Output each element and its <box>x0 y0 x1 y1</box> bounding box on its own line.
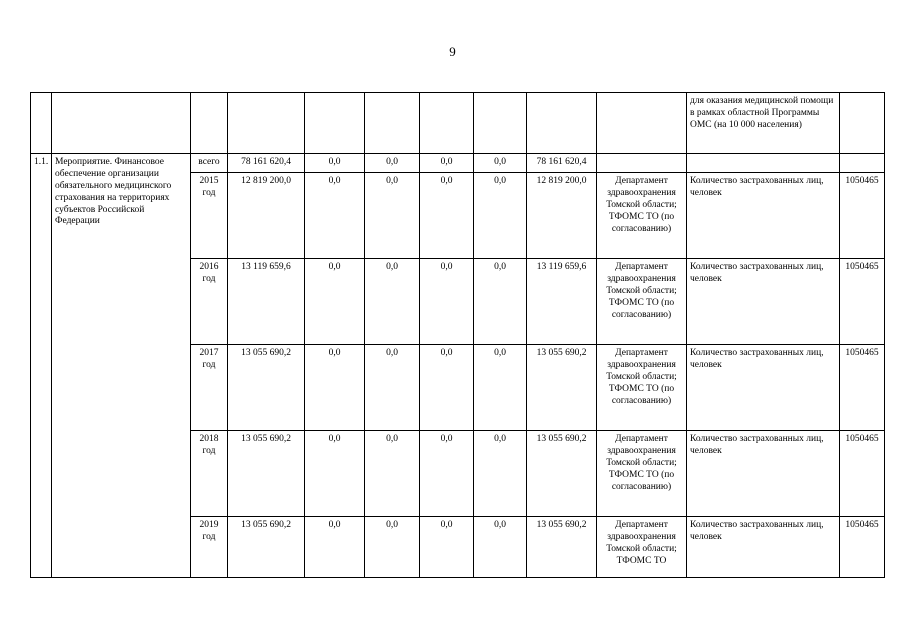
page-number: 9 <box>449 44 456 59</box>
indicator-cell: Количество застрахованных лиц, человек <box>687 173 840 259</box>
value-cell: 0,0 <box>305 345 365 431</box>
table-cell <box>191 93 228 154</box>
indicator-cell: Количество застрахованных лиц, человек <box>687 517 840 578</box>
value-cell: 13 055 690,2 <box>527 345 597 431</box>
year-label: 2019 год <box>191 517 228 578</box>
table-cell <box>597 154 687 173</box>
value-cell: 0,0 <box>474 345 527 431</box>
value-cell: 0,0 <box>305 517 365 578</box>
table-cell <box>365 93 420 154</box>
indicator-cell: Количество застрахованных лиц, человек <box>687 345 840 431</box>
program-table <box>30 92 885 578</box>
header-continuation-row <box>31 93 885 154</box>
year-label: 2018 год <box>191 431 228 517</box>
table-cell <box>527 93 597 154</box>
indicator-cell: Количество застрахованных лиц, человек <box>687 431 840 517</box>
table-cell <box>474 93 527 154</box>
value-cell: 0,0 <box>420 431 474 517</box>
value-cell: 13 055 690,2 <box>228 431 305 517</box>
activity-title: Мероприятие. Финансовое обеспечение организации обязательного медицинского страхования на территориях субъектов Российской Федерации <box>52 154 191 578</box>
value-cell: 0,0 <box>420 259 474 345</box>
indicator-cell: для оказания медицинской помощи в рамках областной Программы ОМС (на 10 000 населения) <box>687 93 840 154</box>
indicator-value: 1050465 <box>840 173 885 259</box>
value-cell: 0,0 <box>474 517 527 578</box>
value-cell: 12 819 200,0 <box>527 173 597 259</box>
total-label: всего <box>191 154 228 173</box>
value-cell: 0,0 <box>305 259 365 345</box>
value-cell: 13 055 690,2 <box>527 431 597 517</box>
table-cell <box>420 93 474 154</box>
indicator-value: 1050465 <box>840 259 885 345</box>
value-cell: 0,0 <box>365 154 420 173</box>
value-cell: 0,0 <box>365 431 420 517</box>
table-cell <box>228 93 305 154</box>
value-cell: 0,0 <box>305 173 365 259</box>
year-label: 2017 год <box>191 345 228 431</box>
value-cell: 0,0 <box>420 154 474 173</box>
value-cell: 13 055 690,2 <box>228 345 305 431</box>
value-cell: 13 119 659,6 <box>527 259 597 345</box>
value-cell: 0,0 <box>474 154 527 173</box>
total-row <box>31 154 885 173</box>
table-cell <box>840 93 885 154</box>
table-cell <box>687 154 840 173</box>
value-cell: 0,0 <box>305 431 365 517</box>
value-cell: 0,0 <box>365 259 420 345</box>
value-cell: 0,0 <box>474 431 527 517</box>
year-label: 2015 год <box>191 173 228 259</box>
indicator-value: 1050465 <box>840 431 885 517</box>
value-cell: 0,0 <box>420 345 474 431</box>
year-label: 2016 год <box>191 259 228 345</box>
indicator-value: 1050465 <box>840 345 885 431</box>
table-cell <box>52 93 191 154</box>
table-cell <box>31 93 52 154</box>
executor-cell: Департамент здравоохранения Томской области; ТФОМС ТО <box>597 517 687 578</box>
value-cell: 0,0 <box>474 173 527 259</box>
value-cell: 0,0 <box>365 517 420 578</box>
value-cell: 13 119 659,6 <box>228 259 305 345</box>
indicator-cell: Количество застрахованных лиц, человек <box>687 259 840 345</box>
value-cell: 0,0 <box>420 517 474 578</box>
indicator-value: 1050465 <box>840 517 885 578</box>
value-cell: 12 819 200,0 <box>228 173 305 259</box>
activity-number: 1.1. <box>31 154 52 578</box>
table-cell <box>840 154 885 173</box>
value-cell: 78 161 620,4 <box>527 154 597 173</box>
value-cell: 0,0 <box>305 154 365 173</box>
value-cell: 78 161 620,4 <box>228 154 305 173</box>
value-cell: 13 055 690,2 <box>527 517 597 578</box>
value-cell: 13 055 690,2 <box>228 517 305 578</box>
executor-cell: Департамент здравоохранения Томской области; ТФОМС ТО (по согласованию) <box>597 259 687 345</box>
executor-cell: Департамент здравоохранения Томской области; ТФОМС ТО (по согласованию) <box>597 173 687 259</box>
value-cell: 0,0 <box>365 345 420 431</box>
table-cell <box>597 93 687 154</box>
table-cell <box>305 93 365 154</box>
executor-cell: Департамент здравоохранения Томской области; ТФОМС ТО (по согласованию) <box>597 431 687 517</box>
value-cell: 0,0 <box>365 173 420 259</box>
executor-cell: Департамент здравоохранения Томской области; ТФОМС ТО (по согласованию) <box>597 345 687 431</box>
value-cell: 0,0 <box>420 173 474 259</box>
value-cell: 0,0 <box>474 259 527 345</box>
